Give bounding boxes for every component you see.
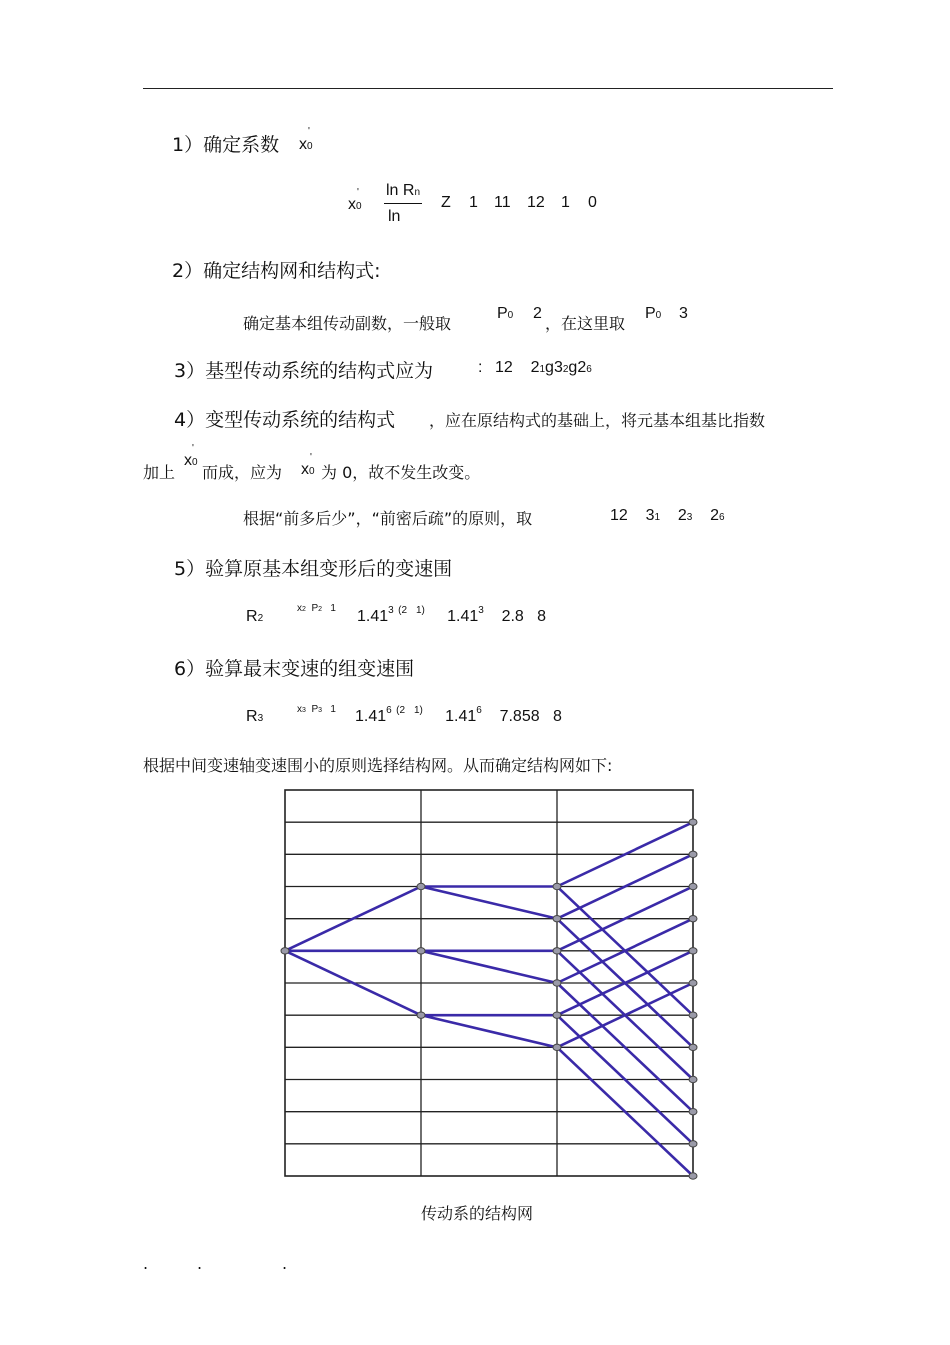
prime-mark: ' (308, 126, 310, 137)
speed-node (553, 1044, 561, 1050)
x0-symbol: x0 (301, 461, 315, 478)
transmission-line (421, 951, 557, 983)
step3-expression: 12 21g32g26 (495, 359, 592, 376)
structure-network-diagram (272, 786, 702, 1192)
formula1-term: 1 (561, 194, 570, 211)
header-rule (143, 88, 833, 89)
step4-heading: 4）变型传动系统的结构式 (174, 409, 396, 431)
speed-node (689, 1076, 697, 1082)
formula1-x0: x0 (348, 196, 362, 213)
formula1-term: 1 (469, 194, 478, 211)
footer-dot: . (282, 1254, 288, 1273)
p0-value: 3 (679, 305, 688, 322)
transmission-line (421, 1015, 557, 1047)
speed-node (689, 915, 697, 921)
formula1-z: Z (441, 194, 451, 211)
prime-mark: ' (192, 443, 194, 454)
speed-node (553, 883, 561, 889)
step6-heading: 6）验算最末变速的组变速围 (174, 658, 415, 680)
formula1-prime: ' (357, 187, 359, 198)
step4-line2-b: 而成，应为 (202, 463, 283, 482)
speed-node (553, 980, 561, 986)
formula1-fraction-bar (384, 203, 422, 204)
speed-node (689, 851, 697, 857)
r2-calculation: 1.41$^3$ $^{(2}$ $^{1)}$ 1.41$^3$ 2.8 8 (357, 605, 547, 625)
formula1-term: 12 (527, 194, 545, 211)
step4-expression: 12 31 23 26 (610, 507, 725, 524)
step5-heading: 5）验算原基本组变形后的变速围 (174, 558, 453, 580)
step4-line2-a: 加上 (143, 463, 176, 482)
r3-calculation: 1.41$^6$ $^{(2}$ $^{1)}$ 1.41$^6$ 7.858 8 (355, 705, 562, 725)
footer-dot: . (197, 1254, 203, 1273)
step2-body-b: ，在这里取 (545, 314, 626, 333)
step4-body: 根据“前多后少”，“前密后疏”的原则，取 (243, 509, 533, 528)
speed-node (689, 948, 697, 954)
speed-node (689, 1044, 697, 1050)
speed-node (553, 1012, 561, 1018)
r2-exponent: x2 P2 1 (297, 603, 336, 614)
figure-caption: 传动系的结构网 (421, 1204, 534, 1223)
speed-node (553, 915, 561, 921)
step3-heading: 3）基型传动系统的结构式应为 (174, 360, 434, 382)
speed-node (689, 1141, 697, 1147)
transmission-line (421, 887, 557, 919)
formula1-numerator: ln Rn (386, 182, 421, 199)
step4-line2-c: 为 0，故不发生改变。 (321, 463, 481, 482)
formula1-term: 11 (494, 194, 511, 211)
step2-body-a: 确定基本组传动副数，一般取 (243, 314, 452, 333)
speed-node (553, 948, 561, 954)
p0-symbol: P0 (497, 305, 514, 322)
speed-node (689, 980, 697, 986)
speed-node (281, 948, 289, 954)
speed-node (689, 883, 697, 889)
step1-heading: 1）确定系数 (172, 134, 280, 156)
step3-colon: : (478, 359, 483, 376)
speed-node (689, 1173, 697, 1179)
formula1-denominator: ln (388, 208, 401, 225)
step4-text: ，应在原结构式的基础上，将元基本组基比指数 (429, 411, 766, 430)
r2-symbol: R2 (246, 608, 264, 625)
speed-node (689, 1108, 697, 1114)
speed-node (689, 1012, 697, 1018)
r3-symbol: R3 (246, 708, 264, 725)
step2-heading: 2）确定结构网和结构式: (172, 260, 381, 282)
formula1-term: 0 (588, 194, 597, 211)
p0-value: 2 (533, 305, 542, 322)
speed-node (417, 1012, 425, 1018)
x0-symbol: x0 (299, 136, 313, 153)
prime-mark: ' (310, 452, 312, 463)
footer-dot: . (143, 1254, 149, 1273)
speed-node (417, 883, 425, 889)
speed-node (417, 948, 425, 954)
r3-exponent: x3 P3 1 (297, 704, 336, 715)
p0-symbol: P0 (645, 305, 662, 322)
conclusion-text: 根据中间变速轴变速围小的原则选择结构网。从而确定结构网如下: (143, 756, 613, 775)
x0-symbol: x0 (184, 452, 198, 469)
speed-node (689, 819, 697, 825)
